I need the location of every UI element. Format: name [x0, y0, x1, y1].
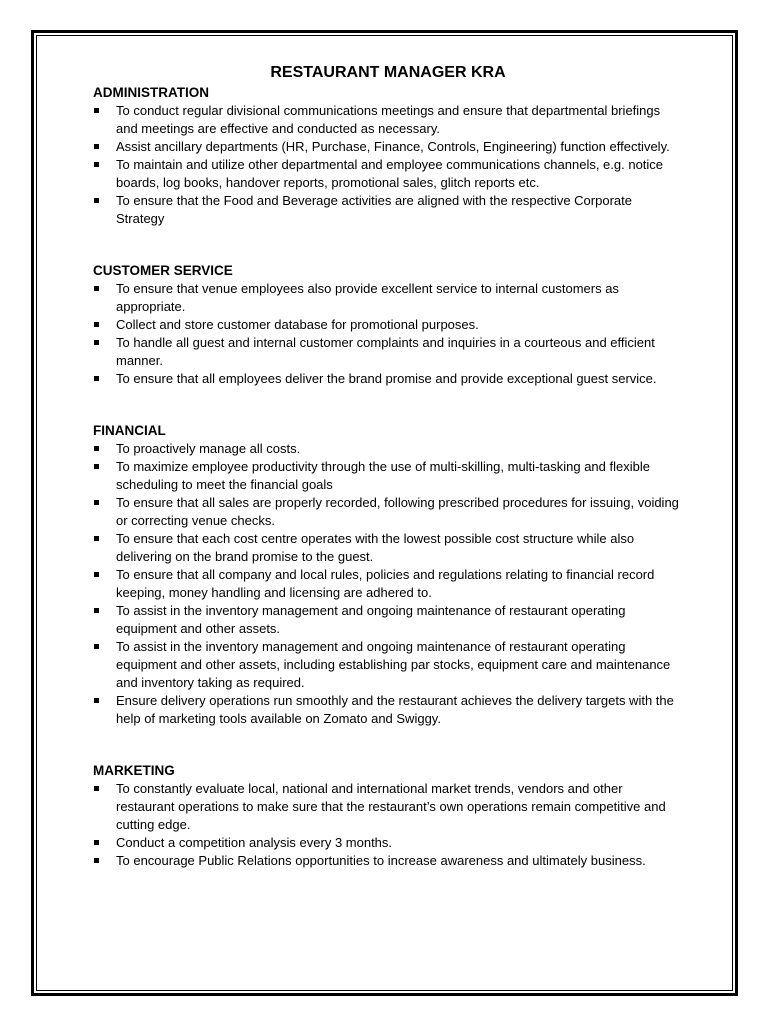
list-item-text: To assist in the inventory management and ongoing maintenance of restaurant operating equipment and other assets. — [116, 603, 626, 636]
list-item-text: To ensure that the Food and Beverage activities are aligned with the respective Corporate Strategy — [116, 193, 632, 226]
list-item — [93, 638, 683, 692]
list-item-text: Assist ancillary departments (HR, Purchase, Finance, Controls, Engineering) function effectively. — [116, 139, 670, 154]
list-item-text: To ensure that venue employees also provide excellent service to internal customers as appropriate. — [116, 281, 619, 314]
square-bullet-icon — [94, 644, 99, 649]
list-item-text: To ensure that all sales are properly recorded, following prescribed procedures for issuing, voiding or correcting venue checks. — [116, 495, 679, 528]
list-item — [93, 692, 683, 728]
bullet-list — [93, 440, 683, 728]
section-heading: ADMINISTRATION — [93, 85, 209, 100]
list-item — [93, 102, 683, 138]
square-bullet-icon — [94, 536, 99, 541]
square-bullet-icon — [94, 572, 99, 577]
list-item — [93, 834, 683, 852]
list-item — [93, 494, 683, 530]
section-heading: FINANCIAL — [93, 423, 166, 438]
list-item-text: To proactively manage all costs. — [116, 441, 301, 456]
square-bullet-icon — [94, 500, 99, 505]
list-item-text: To assist in the inventory management and ongoing maintenance of restaurant operating equipment and other assets, including establishing par stocks, equipment care and maintenance and inventory taking as required. — [116, 639, 671, 690]
square-bullet-icon — [94, 840, 99, 845]
list-item — [93, 156, 683, 192]
list-item — [93, 458, 683, 494]
square-bullet-icon — [94, 286, 99, 291]
bullet-list — [93, 780, 683, 870]
section-customer-service — [93, 262, 683, 388]
square-bullet-icon — [94, 698, 99, 703]
list-item-text: To handle all guest and internal customer complaints and inquiries in a courteous and efficient manner. — [116, 335, 655, 368]
list-item-text: Collect and store customer database for promotional purposes. — [116, 317, 479, 332]
document-body — [93, 62, 683, 870]
square-bullet-icon — [94, 608, 99, 613]
square-bullet-icon — [94, 322, 99, 327]
list-item-text: To ensure that all company and local rules, policies and regulations relating to financial record keeping, money handling and licensing are adhered to. — [116, 567, 655, 600]
list-item — [93, 440, 683, 458]
section-financial — [93, 422, 683, 728]
square-bullet-icon — [94, 786, 99, 791]
square-bullet-icon — [94, 858, 99, 863]
list-item-text: To maintain and utilize other departmental and employee communications channels, e.g. notice boards, log books, handover reports, promotional sales, glitch reports etc. — [116, 157, 664, 190]
bullet-list — [93, 102, 683, 228]
square-bullet-icon — [94, 108, 99, 113]
square-bullet-icon — [94, 162, 99, 167]
section-heading: CUSTOMER SERVICE — [93, 263, 233, 278]
list-item — [93, 852, 683, 870]
list-item — [93, 780, 683, 834]
list-item-text: To ensure that each cost centre operates with the lowest possible cost structure while also delivering on the brand promise to the guest. — [116, 531, 635, 564]
list-item-text: To maximize employee productivity through the use of multi-skilling, multi-tasking and flexible scheduling to meet the financial goals — [116, 459, 650, 492]
square-bullet-icon — [94, 144, 99, 149]
bullet-list — [93, 280, 683, 388]
list-item — [93, 370, 683, 388]
list-item — [93, 192, 683, 228]
section-heading: MARKETING — [93, 763, 175, 778]
list-item — [93, 138, 683, 156]
list-item — [93, 280, 683, 316]
document-title: RESTAURANT MANAGER KRA — [270, 64, 506, 81]
square-bullet-icon — [94, 464, 99, 469]
list-item-text: Conduct a competition analysis every 3 months. — [116, 835, 393, 850]
section-administration — [93, 84, 683, 228]
section-marketing — [93, 762, 683, 870]
list-item — [93, 316, 683, 334]
list-item-text: To encourage Public Relations opportunities to increase awareness and ultimately business. — [116, 853, 646, 868]
list-item-text: To ensure that all employees deliver the brand promise and provide exceptional guest service. — [116, 371, 657, 386]
square-bullet-icon — [94, 340, 99, 345]
list-item — [93, 530, 683, 566]
list-item — [93, 602, 683, 638]
square-bullet-icon — [94, 446, 99, 451]
square-bullet-icon — [94, 376, 99, 381]
list-item — [93, 566, 683, 602]
list-item-text: To constantly evaluate local, national and international market trends, vendors and other restaurant operations to make sure that the restaurant’s own operations remain competitive and cutting edge. — [116, 781, 666, 832]
list-item-text: To conduct regular divisional communications meetings and ensure that departmental briefings and meetings are effective and conducted as necessary. — [116, 103, 661, 136]
square-bullet-icon — [94, 198, 99, 203]
list-item-text: Ensure delivery operations run smoothly and the restaurant achieves the delivery targets with the help of marketing tools available on Zomato and Swiggy. — [116, 693, 674, 726]
list-item — [93, 334, 683, 370]
